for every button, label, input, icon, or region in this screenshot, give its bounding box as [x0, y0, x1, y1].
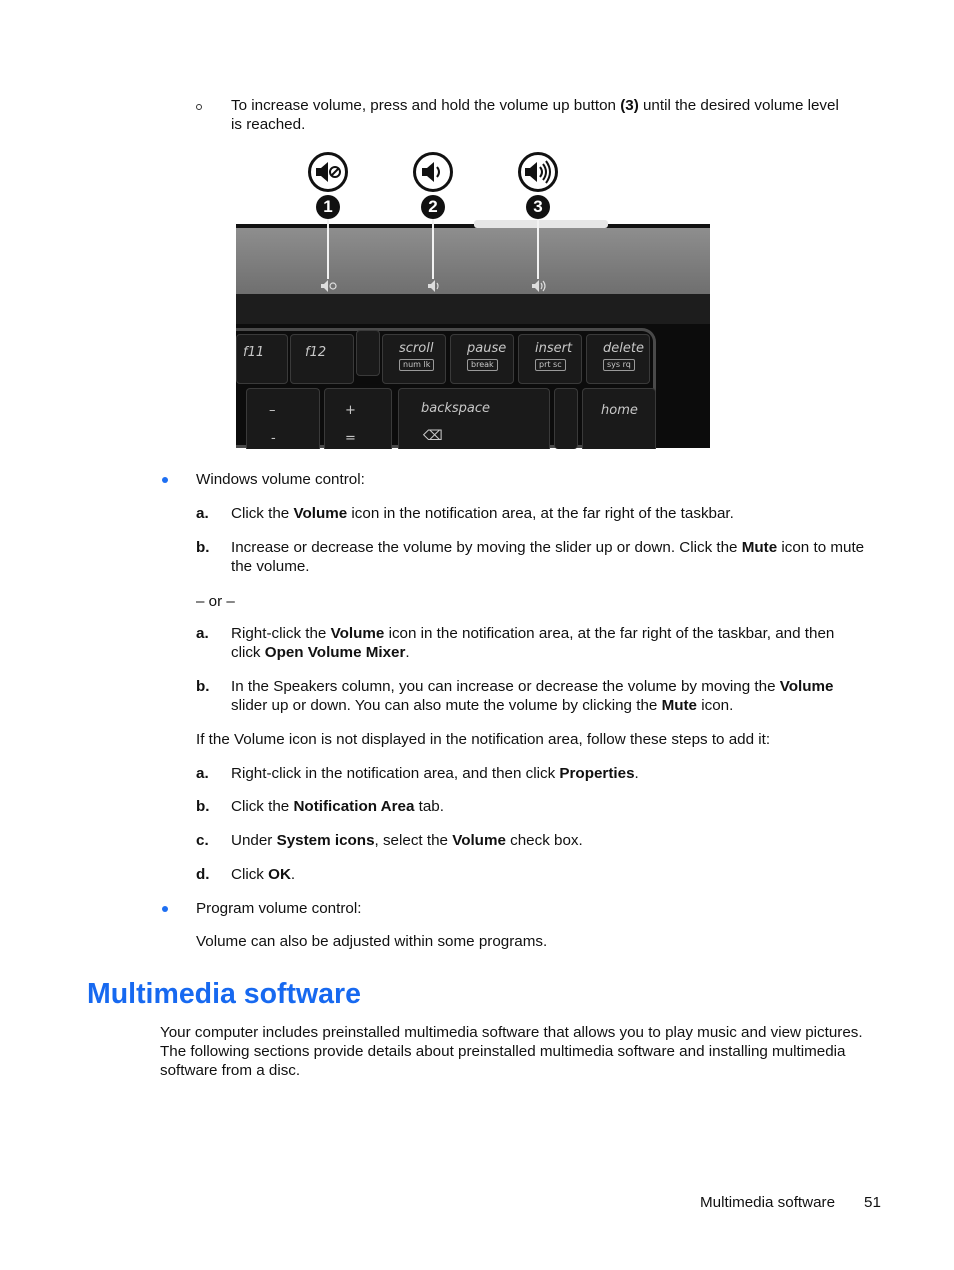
callout-1: 1 — [316, 195, 340, 219]
if-not-displayed-text: If the Volume icon is not displayed in the notification area, follow these steps to add it: — [196, 731, 771, 748]
key-f12: f12 — [290, 334, 354, 384]
key-scroll: scroll num lk — [382, 334, 446, 384]
step-letter: b. — [196, 798, 210, 815]
add-step-b-text: Click the Notification Area tab. — [231, 798, 444, 815]
step-b1-text: Increase or decrease the volume by moving the slider up or down. Click the Mute icon to mute the volume. — [231, 539, 865, 575]
volume-up-speaker-icon — [518, 152, 558, 192]
volume-down-button-glyph-icon — [427, 279, 445, 293]
step-a1-text: Click the Volume icon in the notification area, at the far right of the taskbar. — [231, 505, 734, 522]
key-plus: + = — [324, 388, 392, 449]
step-letter: b. — [196, 539, 210, 556]
footer-section-name: Multimedia software — [700, 1194, 836, 1211]
step-letter: d. — [196, 866, 210, 883]
callout-line-1 — [327, 219, 329, 279]
key-insert: insert prt sc — [518, 334, 582, 384]
callout-line-3 — [537, 219, 539, 279]
key-pause: pause break — [450, 334, 514, 384]
key-home: home — [582, 388, 656, 449]
callout-line-2 — [432, 219, 434, 279]
multimedia-intro: Your computer includes preinstalled multimedia software that allows you to play music and view pictures. The following sections provide details about preinstalled multimedia software and installing multimedia software from a disc. — [160, 1024, 863, 1079]
step-letter: a. — [196, 765, 209, 782]
callout-3: 3 — [526, 195, 550, 219]
step-b2-text: In the Speakers column, you can increase or decrease the volume by moving the Volume slider up or down. You can also mute the volume by clicking the Mute icon. — [231, 678, 834, 714]
callout-2: 2 — [421, 195, 445, 219]
key-backspace: backspace ⌫ — [398, 388, 550, 449]
key-minus: – - — [246, 388, 320, 449]
keyboard-volume-figure — [228, 148, 712, 448]
or-separator: – or – — [196, 593, 235, 610]
program-volume-body: Volume can also be adjusted within some programs. — [196, 933, 548, 950]
add-step-d-text: Click OK. — [231, 866, 296, 883]
step-letter: a. — [196, 505, 209, 522]
volume-up-step: To increase volume, press and hold the volume up button (3) until the desired volume level is reached. — [231, 97, 839, 133]
step-letter: a. — [196, 625, 209, 642]
program-volume-heading: Program volume control: — [196, 900, 362, 917]
key-blank-2 — [554, 388, 578, 449]
volume-up-button-glyph-icon — [531, 279, 549, 293]
bullet — [162, 906, 168, 912]
touch-panel — [236, 294, 710, 324]
indicator-bar — [474, 220, 608, 228]
page-number: 51 — [864, 1194, 881, 1211]
windows-volume-heading: Windows volume control: — [196, 471, 365, 488]
step-letter: b. — [196, 678, 210, 695]
button-strip — [236, 228, 710, 296]
section-heading: Multimedia software — [87, 978, 361, 1010]
mute-button-glyph-icon — [320, 279, 338, 293]
backspace-arrow-icon: ⌫ — [423, 428, 443, 444]
step-letter: c. — [196, 832, 209, 849]
step-a2-text: Right-click the Volume icon in the notification area, at the far right of the taskbar, and then click Open Volume Mixer. — [231, 625, 835, 661]
volume-down-speaker-icon — [413, 152, 453, 192]
key-delete: delete sys rq — [586, 334, 650, 384]
sub-bullet — [196, 104, 202, 110]
bullet — [162, 477, 168, 483]
key-f11: f11 — [236, 334, 288, 384]
key-blank — [356, 330, 380, 376]
add-step-c-text: Under System icons, select the Volume check box. — [231, 832, 583, 849]
mute-speaker-icon — [308, 152, 348, 192]
add-step-a-text: Right-click in the notification area, and then click Properties. — [231, 765, 639, 782]
